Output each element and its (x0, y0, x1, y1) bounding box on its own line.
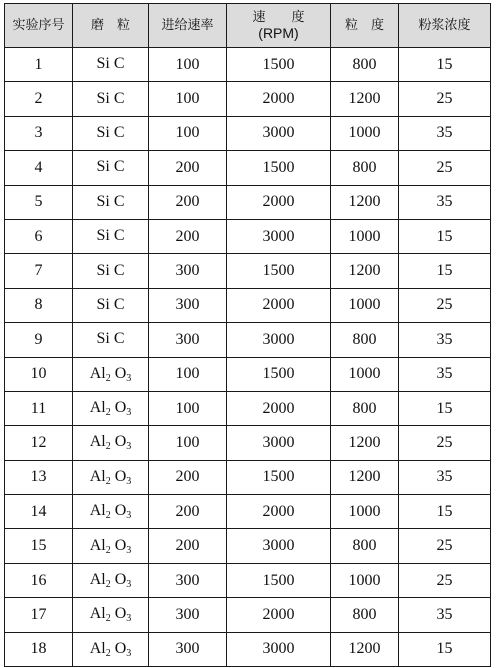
abrasive-main-text: Si C (96, 89, 125, 107)
abrasive-subscript-2: 3 (126, 441, 132, 453)
cell-grit-size: 1200 (331, 254, 399, 288)
cell-grit-size: 800 (331, 598, 399, 632)
abrasive-subscript-2: 3 (126, 475, 132, 487)
cell-abrasive (73, 529, 149, 563)
experiment-table (4, 3, 491, 667)
cell-slurry-concentration: 35 (399, 116, 491, 150)
cell-abrasive (73, 151, 149, 185)
abrasive-main-text: Al (89, 605, 106, 623)
table-body (5, 48, 491, 667)
table-row (5, 254, 491, 288)
cell-abrasive (73, 185, 149, 219)
cell-feed-rate: 200 (149, 495, 227, 529)
cell-speed: 3000 (227, 529, 331, 563)
cell-grit-size: 1000 (331, 219, 399, 253)
cell-experiment-no: 10 (5, 357, 73, 391)
cell-grit-size: 800 (331, 529, 399, 563)
abrasive-subscript-2: 3 (126, 579, 132, 591)
cell-feed-rate: 300 (149, 323, 227, 357)
cell-grit-size: 1200 (331, 426, 399, 460)
abrasive-main-text: Si C (96, 295, 125, 313)
abrasive-subscript-1: 2 (105, 372, 111, 384)
cell-feed-rate: 200 (149, 185, 227, 219)
cell-abrasive (73, 495, 149, 529)
abrasive-main-text: Al (89, 502, 106, 520)
cell-experiment-no: 16 (5, 563, 73, 597)
cell-feed-rate: 300 (149, 598, 227, 632)
cell-abrasive (73, 116, 149, 150)
cell-experiment-no: 2 (5, 82, 73, 116)
cell-experiment-no: 8 (5, 288, 73, 322)
table-row (5, 151, 491, 185)
table-row (5, 632, 491, 666)
cell-experiment-no: 3 (5, 116, 73, 150)
abrasive-main-text: Al (89, 467, 106, 485)
cell-speed: 1500 (227, 48, 331, 82)
table-row (5, 185, 491, 219)
cell-speed: 3000 (227, 632, 331, 666)
cell-slurry-concentration: 15 (399, 495, 491, 529)
cell-grit-size: 1000 (331, 495, 399, 529)
cell-abrasive (73, 632, 149, 666)
table-row (5, 563, 491, 597)
cell-slurry-concentration: 35 (399, 357, 491, 391)
cell-slurry-concentration: 35 (399, 323, 491, 357)
cell-slurry-concentration: 25 (399, 563, 491, 597)
abrasive-main-text: Si C (96, 330, 125, 348)
cell-feed-rate: 200 (149, 151, 227, 185)
abrasive-subscript-2: 3 (126, 407, 132, 419)
cell-speed: 3000 (227, 116, 331, 150)
abrasive-subscript-1: 2 (105, 647, 111, 659)
cell-feed-rate: 300 (149, 288, 227, 322)
cell-experiment-no: 12 (5, 426, 73, 460)
cell-grit-size: 1200 (331, 82, 399, 116)
abrasive-subscript-1: 2 (105, 407, 111, 419)
cell-abrasive (73, 82, 149, 116)
abrasive-mid-text: O (110, 467, 127, 485)
cell-feed-rate: 200 (149, 529, 227, 563)
abrasive-mid-text: O (110, 399, 127, 417)
cell-speed: 2000 (227, 495, 331, 529)
abrasive-mid-text: O (110, 605, 127, 623)
cell-grit-size: 1000 (331, 357, 399, 391)
header-experiment-no: 实验序号 (5, 4, 73, 48)
cell-speed: 2000 (227, 391, 331, 425)
cell-speed: 1500 (227, 254, 331, 288)
table-row (5, 598, 491, 632)
header-speed-stack (227, 10, 330, 41)
cell-feed-rate: 300 (149, 563, 227, 597)
header-abrasive: 磨 粒 (73, 4, 149, 48)
header-slurry-concentration: 粉浆浓度 (399, 4, 491, 48)
table-row (5, 529, 491, 563)
abrasive-main-text: Si C (96, 158, 125, 176)
abrasive-main-text: Si C (96, 123, 125, 141)
cell-experiment-no: 6 (5, 219, 73, 253)
cell-slurry-concentration: 35 (399, 460, 491, 494)
abrasive-main-text: Al (89, 364, 106, 382)
cell-speed: 1500 (227, 357, 331, 391)
cell-feed-rate: 100 (149, 116, 227, 150)
header-speed-label: 速 度 (252, 10, 305, 25)
cell-experiment-no: 5 (5, 185, 73, 219)
cell-slurry-concentration: 25 (399, 426, 491, 460)
cell-feed-rate: 100 (149, 357, 227, 391)
cell-speed: 1500 (227, 563, 331, 597)
cell-slurry-concentration: 15 (399, 219, 491, 253)
cell-grit-size: 800 (331, 151, 399, 185)
cell-feed-rate: 100 (149, 82, 227, 116)
cell-speed: 1500 (227, 460, 331, 494)
cell-feed-rate: 200 (149, 460, 227, 494)
cell-grit-size: 1000 (331, 288, 399, 322)
cell-speed: 3000 (227, 426, 331, 460)
cell-experiment-no: 11 (5, 391, 73, 425)
cell-experiment-no: 7 (5, 254, 73, 288)
table-row (5, 357, 491, 391)
abrasive-main-text: Al (89, 399, 106, 417)
cell-feed-rate: 100 (149, 391, 227, 425)
cell-speed: 3000 (227, 219, 331, 253)
cell-grit-size: 800 (331, 391, 399, 425)
abrasive-mid-text: O (110, 502, 127, 520)
cell-feed-rate: 300 (149, 254, 227, 288)
abrasive-main-text: Al (89, 433, 106, 451)
abrasive-subscript-1: 2 (105, 579, 111, 591)
cell-grit-size: 1200 (331, 632, 399, 666)
cell-feed-rate: 100 (149, 48, 227, 82)
abrasive-main-text: Al (89, 639, 106, 657)
cell-speed: 2000 (227, 598, 331, 632)
header-feed-rate: 进给速率 (149, 4, 227, 48)
header-row (5, 4, 491, 48)
header-grit-size: 粒 度 (331, 4, 399, 48)
abrasive-main-text: Si C (96, 192, 125, 210)
table-row (5, 116, 491, 150)
cell-abrasive (73, 391, 149, 425)
cell-slurry-concentration: 25 (399, 82, 491, 116)
cell-slurry-concentration: 15 (399, 632, 491, 666)
table-row (5, 219, 491, 253)
table-row (5, 426, 491, 460)
cell-grit-size: 1200 (331, 185, 399, 219)
cell-abrasive (73, 323, 149, 357)
cell-speed: 3000 (227, 323, 331, 357)
cell-abrasive (73, 426, 149, 460)
abrasive-subscript-2: 3 (126, 647, 132, 659)
cell-grit-size: 1200 (331, 460, 399, 494)
header-speed-unit: (RPM) (258, 25, 299, 41)
cell-grit-size: 800 (331, 48, 399, 82)
cell-experiment-no: 17 (5, 598, 73, 632)
cell-grit-size: 1000 (331, 563, 399, 597)
abrasive-subscript-1: 2 (105, 441, 111, 453)
cell-experiment-no: 14 (5, 495, 73, 529)
cell-abrasive (73, 563, 149, 597)
cell-grit-size: 800 (331, 323, 399, 357)
cell-abrasive (73, 254, 149, 288)
cell-slurry-concentration: 35 (399, 598, 491, 632)
cell-abrasive (73, 357, 149, 391)
abrasive-mid-text: O (110, 536, 127, 554)
cell-grit-size: 1000 (331, 116, 399, 150)
cell-experiment-no: 15 (5, 529, 73, 563)
abrasive-mid-text: O (110, 364, 127, 382)
cell-slurry-concentration: 25 (399, 151, 491, 185)
cell-slurry-concentration: 15 (399, 48, 491, 82)
abrasive-main-text: Si C (96, 227, 125, 245)
abrasive-subscript-2: 3 (126, 613, 132, 625)
abrasive-subscript-1: 2 (105, 510, 111, 522)
cell-speed: 2000 (227, 185, 331, 219)
cell-feed-rate: 300 (149, 632, 227, 666)
table-header (5, 4, 491, 48)
header-speed (227, 4, 331, 48)
cell-speed: 1500 (227, 151, 331, 185)
table-row (5, 460, 491, 494)
cell-abrasive (73, 219, 149, 253)
cell-slurry-concentration: 35 (399, 185, 491, 219)
cell-feed-rate: 100 (149, 426, 227, 460)
cell-feed-rate: 200 (149, 219, 227, 253)
table-row (5, 48, 491, 82)
cell-abrasive (73, 460, 149, 494)
cell-abrasive (73, 598, 149, 632)
abrasive-mid-text: O (110, 571, 127, 589)
cell-experiment-no: 18 (5, 632, 73, 666)
cell-slurry-concentration: 25 (399, 529, 491, 563)
cell-experiment-no: 9 (5, 323, 73, 357)
cell-abrasive (73, 48, 149, 82)
cell-experiment-no: 1 (5, 48, 73, 82)
table-row (5, 495, 491, 529)
abrasive-main-text: Si C (96, 261, 125, 279)
cell-slurry-concentration: 15 (399, 391, 491, 425)
abrasive-subscript-1: 2 (105, 475, 111, 487)
abrasive-main-text: Si C (96, 55, 125, 73)
table-row (5, 323, 491, 357)
cell-speed: 2000 (227, 288, 331, 322)
cell-speed: 2000 (227, 82, 331, 116)
abrasive-subscript-1: 2 (105, 544, 111, 556)
cell-slurry-concentration: 15 (399, 254, 491, 288)
abrasive-subscript-2: 3 (126, 544, 132, 556)
cell-slurry-concentration: 25 (399, 288, 491, 322)
table-row (5, 391, 491, 425)
table-row (5, 82, 491, 116)
abrasive-main-text: Al (89, 571, 106, 589)
abrasive-subscript-2: 3 (126, 510, 132, 522)
abrasive-main-text: Al (89, 536, 106, 554)
abrasive-subscript-2: 3 (126, 372, 132, 384)
abrasive-mid-text: O (110, 639, 127, 657)
table-row (5, 288, 491, 322)
cell-experiment-no: 4 (5, 151, 73, 185)
abrasive-mid-text: O (110, 433, 127, 451)
abrasive-subscript-1: 2 (105, 613, 111, 625)
cell-abrasive (73, 288, 149, 322)
cell-experiment-no: 13 (5, 460, 73, 494)
